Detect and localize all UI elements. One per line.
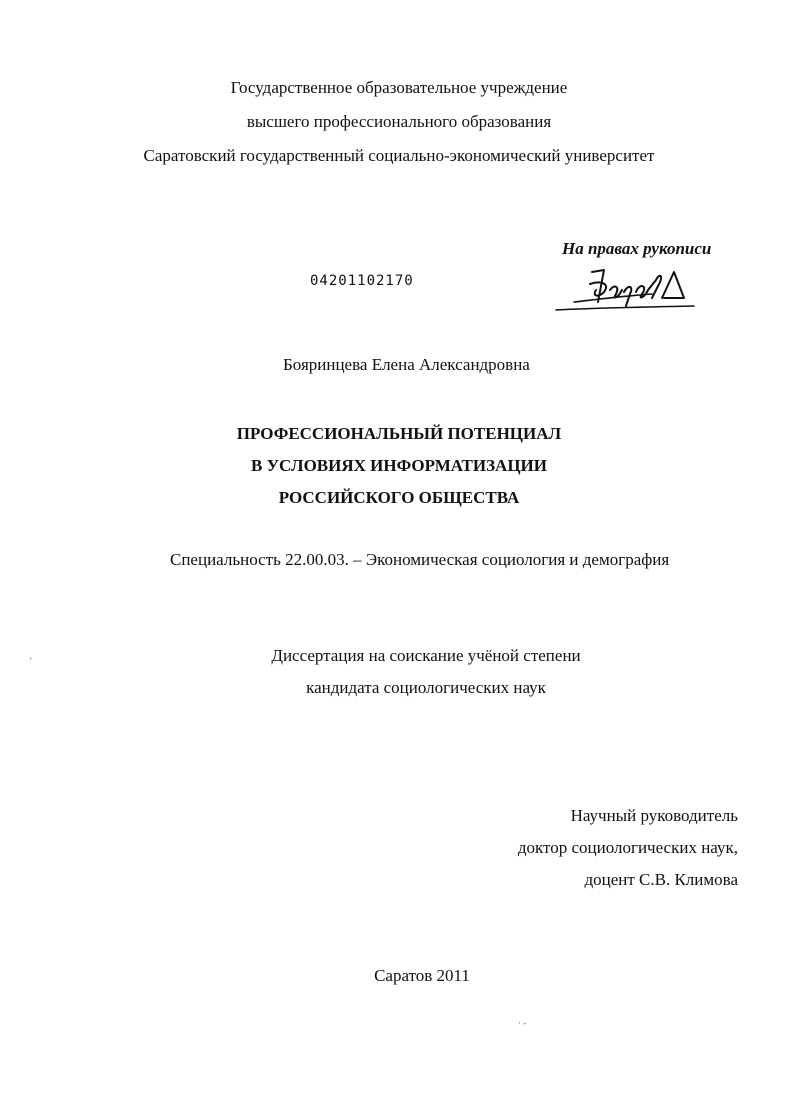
dissertation-line-2: кандидата социологических наук — [306, 678, 546, 697]
title-line-1: ПРОФЕССИОНАЛЬНЫЙ ПОТЕНЦИАЛ — [236, 424, 562, 443]
institution-line-2: высшего профессионального образования — [246, 112, 552, 131]
supervisor-line-2: доктор социологических наук, — [517, 838, 738, 857]
title-line-3: РОССИЙСКОГО ОБЩЕСТВА — [278, 488, 520, 507]
city-year: Саратов 2011 — [374, 966, 470, 985]
specialty: Специальность 22.00.03. – Экономическая социология и демография — [170, 550, 670, 569]
institution-line-3: Саратовский государственный социально-экономический университет — [143, 146, 655, 165]
signature-image — [552, 262, 702, 322]
supervisor-line-1: Научный руководитель — [570, 806, 738, 825]
institution-line-1: Государственное образовательное учреждение — [230, 78, 568, 97]
dissertation-line-1: Диссертация на соискание учёной степени — [271, 646, 581, 665]
scan-speck: ' — [30, 656, 32, 666]
supervisor-line-3: доцент С.В. Климова — [584, 870, 738, 889]
document-number: 04201102170 — [310, 273, 414, 289]
title-line-2: В УСЛОВИЯХ ИНФОРМАТИЗАЦИИ — [250, 456, 548, 475]
scan-speck: · - — [518, 1018, 527, 1028]
author-name: Бояринцева Елена Александровна — [283, 355, 530, 374]
manuscript-note: На правах рукописи — [562, 239, 712, 258]
